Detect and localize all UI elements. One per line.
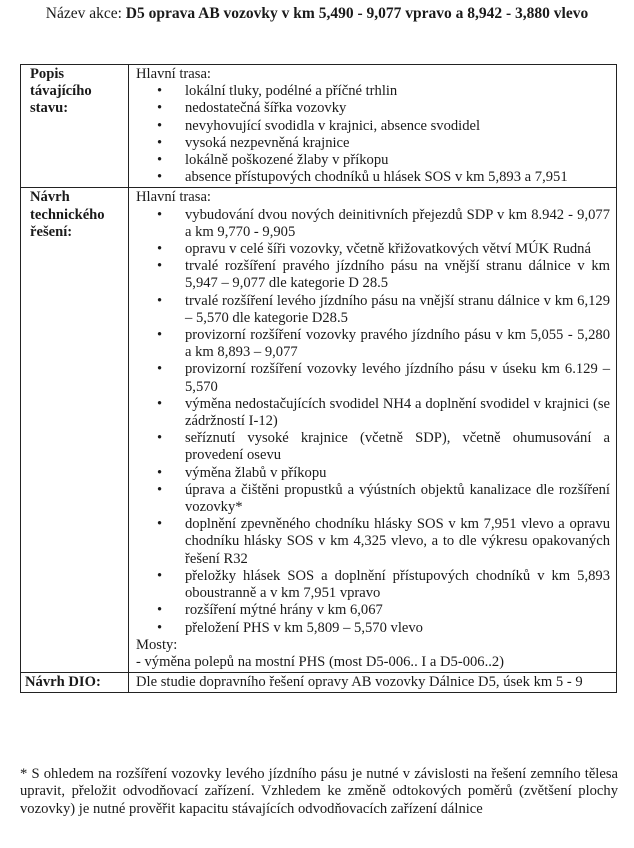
list-item: • absence přístupových chodníků u hlásek SOS v km 5,893 a 7,951: [185, 169, 610, 186]
list-item: • rozšíření mýtné hrány v km 6,067: [185, 602, 610, 619]
project-table: [20, 64, 617, 693]
table-row-current-state: [21, 65, 617, 188]
row-label-line: stavu:: [30, 100, 69, 117]
title-value: D5 oprava AB vozovky v km 5,490 - 9,077 vpravo a 8,942 - 3,880 vlevo: [125, 5, 589, 22]
list-item: • vysoká nezpevněná krajnice: [185, 135, 610, 152]
list-item: • nedostatečná šířka vozovky: [185, 100, 610, 117]
table-row-technical-solution: [21, 188, 617, 673]
list-item: • lokálně poškozené žlaby v příkopu: [185, 152, 610, 169]
list-item: • provizorní rozšíření vozovky pravého jízdního pásu v km 5,055 - 5,280 a km 8,893 – 9,077: [185, 327, 610, 361]
list-item: • přeložení PHS v km 5,809 – 5,570 vlevo: [185, 620, 610, 637]
list-item: • trvalé rozšíření pravého jízdního pásu na vnější stranu dálnice v km 5,947 – 9,077 dle kategorie D 28.5: [185, 258, 610, 292]
list-item: • výměna žlabů v příkopu: [185, 465, 610, 482]
document-title: [0, 5, 634, 23]
row-label-line: Popis: [30, 66, 65, 82]
list-item: • doplnění zpevněného chodníku hlásky SOS v km 7,951 vlevo a opravu chodníku hlásky SOS v km 4,325 vlevo, a to dle výkresu opakovaných řešení R32: [185, 516, 610, 568]
list-item: • přeložky hlásek SOS a doplnění přístupových chodníků v km 5,893 oboustranně a v km 7,951 vpravo: [185, 568, 610, 602]
footnote: * S ohledem na rozšíření vozovky levého jízdního pásu je nutné v závislosti na řešení zemního tělesa upravit, přeložit odvodňovací zařízení. Vzhledem ke změně odtokových poměrů (zvětšení plochy vozovky) je nutné prověřit kapacitu stávajících odvodňovacích zařízení dálnice: [20, 766, 618, 817]
list-item: • výměna nedostačujících svodidel NH4 a doplnění svodidel v krajnici (se zádržností I-12): [185, 396, 610, 430]
row-label-line: Návrh: [30, 189, 70, 206]
bullet-list: [136, 83, 610, 186]
list-item: • lokální tluky, podélné a příčné trhlin: [185, 83, 610, 100]
table-row-dio: [21, 673, 617, 693]
list-item: • seříznutí vysoké krajnice (včetně SDP), včetně ohumusování a provedení osevu: [185, 430, 610, 464]
list-item: • úprava a čištěni propustků a výústních objektů kanalizace dle rozšíření vozovky*: [185, 482, 610, 516]
row-label-technical-solution: [21, 188, 129, 673]
bridges-heading: Mosty:: [136, 636, 178, 653]
row-label-line: řešení:: [30, 223, 73, 240]
row-label-line: távajícího: [30, 83, 92, 100]
list-item: • provizorní rozšíření vozovky levého jízdního pásu v úseku km 6.129 – 5,570: [185, 361, 610, 395]
section-heading: Hlavní trasa:: [136, 66, 211, 82]
list-item: • nevyhovující svodidla v krajnici, absence svodidel: [185, 118, 610, 135]
row-content-current-state: [129, 65, 617, 188]
row-content-technical-solution: [129, 188, 617, 673]
list-item: • vybudování dvou nových deinitivních přejezdů SDP v km 8.942 - 9,077 a km 9,770 - 9,905: [185, 207, 610, 241]
row-content-dio: Dle studie dopravního řešení opravy AB vozovky Dálnice D5, úsek km 5 - 9: [129, 673, 617, 693]
list-item: • opravu v celé šíři vozovky, včetně křižovatkových větví MÚK Rudná: [185, 241, 610, 258]
row-label-line: technického: [30, 206, 105, 223]
bridges-line: - výměna polepů na mostní PHS (most D5-006.. I a D5-006..2): [136, 653, 505, 670]
row-label-dio: Návrh DIO:: [21, 673, 129, 693]
bullet-list: [136, 207, 610, 637]
list-item: • trvalé rozšíření levého jízdního pásu na vnější stranu dálnice v km 6,129 – 5,570 dle kategorie D28.5: [185, 293, 610, 327]
section-heading: Hlavní trasa:: [136, 189, 211, 206]
title-label: Název akce:: [45, 5, 122, 22]
row-label-current-state: [21, 65, 129, 188]
